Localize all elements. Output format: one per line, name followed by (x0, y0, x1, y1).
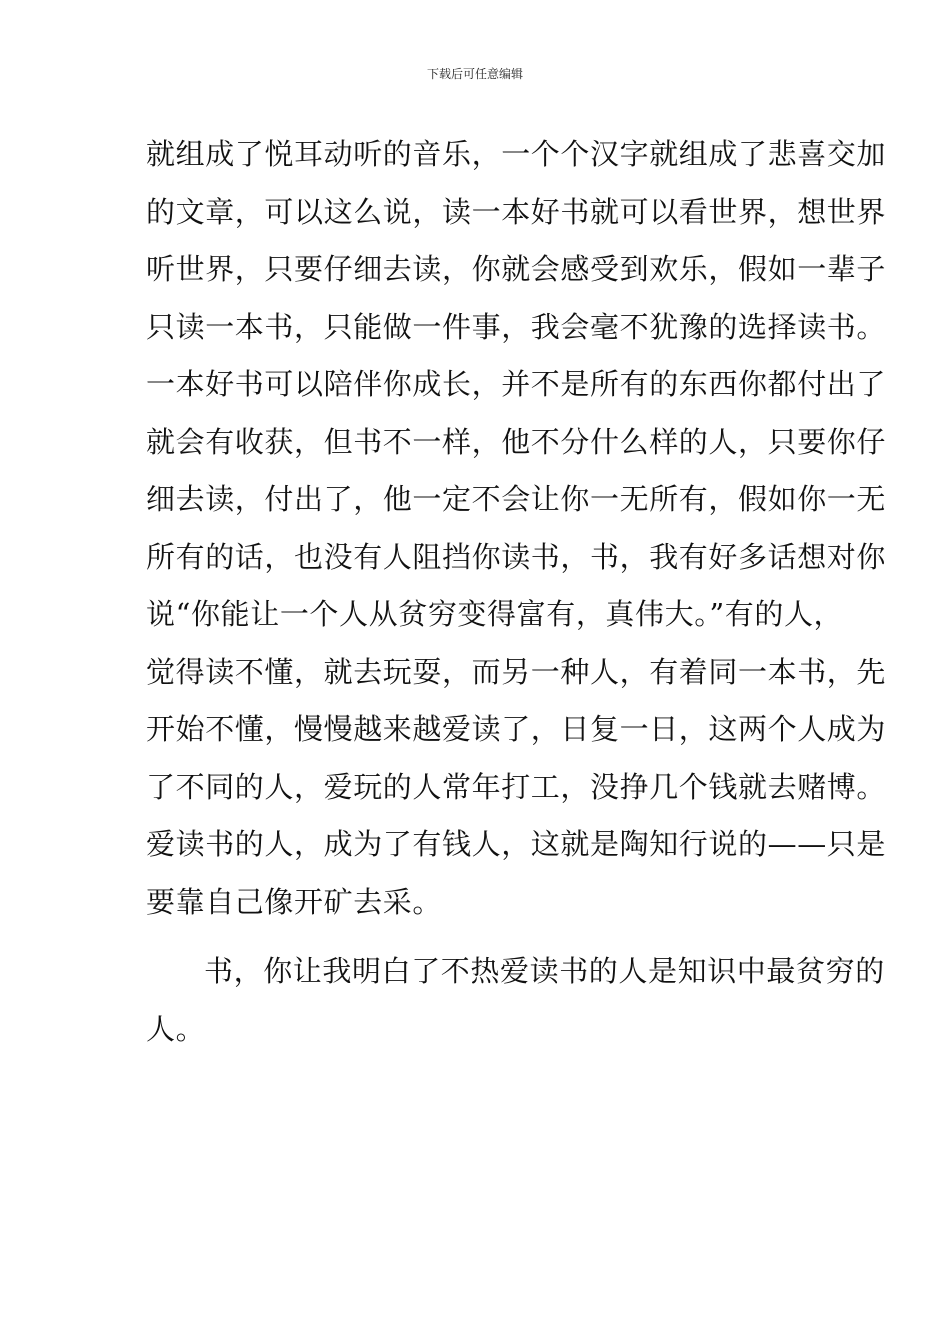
text-line: 书，你让我明白了不热爱读书的人是知识中最贫穷的 (204, 954, 885, 988)
text-line: 爱读书的人，成为了有钱人，这就是陶知行说的——只是 (146, 827, 887, 861)
text-line: 细去读，付出了，他一定不会让你一无所有，假如你一无 (146, 482, 887, 516)
text-line: 的文章，可以这么说，读一本好书就可以看世界，想世界 (146, 194, 887, 229)
paragraph-spacer (146, 931, 816, 943)
text-line: 要靠自己像开矿去采。 (146, 884, 443, 919)
text-line: 就会有收获，但书不一样，他不分什么样的人，只要你仔 (146, 424, 887, 459)
document-body (146, 126, 887, 1058)
text-line: 了不同的人，爱玩的人常年打工，没挣几个钱就去赌博。 (146, 769, 887, 804)
text-line: 人。 (146, 1011, 206, 1046)
text-line: 听世界，只要仔细去读，你就会感受到欢乐，假如一辈子 (146, 252, 887, 286)
text-line: 觉得读不懂，就去玩耍，而另一种人，有着同一本书，先 (146, 654, 887, 689)
text-line: 开始不懂，慢慢越来越爱读了，日复一日，这两个人成为 (146, 712, 887, 746)
paragraph-2 (146, 943, 885, 1058)
page-header: 下载后可任意编辑 (426, 67, 523, 81)
paragraph-1 (146, 126, 887, 931)
text-line: 说“你能让一个人从贫穷变得富有，真伟大。”有的人， (146, 597, 844, 631)
text-line: 只读一本书，只能做一件事，我会毫不犹豫的选择读书。 (146, 309, 887, 344)
text-line: 一本好书可以陪伴你成长，并不是所有的东西你都付出了 (146, 367, 887, 401)
text-line: 就组成了悦耳动听的音乐，一个个汉字就组成了悲喜交加 (146, 137, 887, 171)
text-line: 所有的话，也没有人阻挡你读书，书，我有好多话想对你 (146, 539, 887, 574)
